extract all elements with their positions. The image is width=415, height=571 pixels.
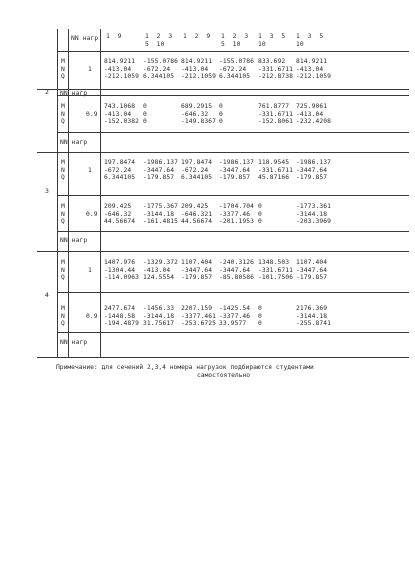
row-divider: [57, 95, 409, 96]
row-divider: [57, 332, 409, 333]
header-column-6: 1 3 5 10: [296, 33, 324, 48]
section-number: 3: [45, 187, 49, 195]
cell-values: -1425.54 -3377.46 33.9577: [219, 305, 251, 328]
cell-values: 725.9061 -413.04 -232.4208: [296, 103, 332, 126]
cell-values: -1704.704 -3377.46 -201.1953: [219, 203, 255, 226]
section-number: 2: [45, 88, 49, 96]
row-mnq-labels: M N Q: [61, 103, 65, 126]
cell-values: -155.0786 -672.24 6.344105: [219, 58, 255, 81]
row-coefficient: 1: [88, 167, 92, 174]
cell-values: 814.9211 -413.04 -212.1059: [104, 58, 140, 81]
cell-values: 0 0 0: [143, 103, 147, 126]
cell-values: 2207.159 -3377.461 -253.6725: [181, 305, 217, 328]
nn-load-label: NN нагр: [60, 237, 88, 244]
table-left-border: [57, 29, 58, 357]
cell-values: -1986.137 -3447.64 -179.857: [219, 159, 255, 182]
row-mnq-labels: M N Q: [61, 305, 65, 328]
cell-values: -1775.367 -3144.18 -161.4815: [143, 203, 179, 226]
row-divider: [57, 231, 409, 232]
row-divider: [57, 132, 409, 133]
cell-values: 118.9545 -331.6711 45.87166: [258, 159, 294, 182]
cell-values: -1773.361 -3144.18 -203.3969: [296, 203, 332, 226]
cell-values: -1456.33 -3144.18 31.75617: [143, 305, 175, 328]
cell-values: -1986.137 -3447.64 -179.857: [296, 159, 332, 182]
cell-values: 2477.674 -1448.58 -194.4879: [104, 305, 140, 328]
footnote-line-2: самостоятельно: [197, 372, 251, 379]
cell-values: 743.1068 -413.04 -152.0382: [104, 103, 140, 126]
row-coefficient: 1: [88, 66, 92, 73]
row-divider: [37, 89, 409, 90]
table-nn-column-border: [68, 29, 69, 357]
cell-values: 197.8474 -672.24 6.344105: [181, 159, 213, 182]
row-coefficient: 0.9: [86, 211, 98, 218]
header-column-3: 1 2 9: [183, 33, 211, 40]
nn-load-label: NN нагр: [60, 90, 88, 97]
cell-values: -240.3126 -3447.64 -85.80586: [219, 259, 255, 282]
cell-values: 0 0 0: [258, 305, 262, 328]
row-divider: [57, 195, 409, 196]
cell-values: 814.9211 -413.04 -212.1059: [296, 58, 332, 81]
cell-values: 814.9211 -413.04 -212.1059: [181, 58, 217, 81]
header-column-2: 1 2 3 5 10: [145, 33, 173, 48]
table-bottom-border: [37, 357, 409, 358]
row-mnq-labels: M N Q: [61, 159, 65, 182]
cell-values: 209.425 -646.321 44.56674: [181, 203, 213, 226]
cell-values: 1107.404 -3447.64 -179.857: [296, 259, 328, 282]
table-k-column-border: [100, 29, 101, 357]
cell-values: -1986.137 -3447.64 -179.857: [143, 159, 179, 182]
row-divider: [57, 292, 409, 293]
cell-values: 1107.404 -3447.64 -179.857: [181, 259, 213, 282]
cell-values: -155.0786 -672.24 6.344105: [143, 58, 179, 81]
row-coefficient: 0.9: [86, 313, 98, 320]
header-column-5: 1 3 5 10: [258, 33, 286, 48]
cell-values: 689.2915 -646.32 -149.8367: [181, 103, 217, 126]
cell-values: 197.8474 -672.24 6.344105: [104, 159, 136, 182]
footnote-line-1: Примечание: для сечений 2,3,4 номера нагрузок подбираются студентами: [56, 364, 314, 371]
cell-values: 1348.503 -331.6711 -101.7506: [258, 259, 294, 282]
row-coefficient: 1: [88, 267, 92, 274]
cell-values: 0 0 0: [219, 103, 223, 126]
row-divider: [37, 152, 409, 153]
row-divider: [57, 51, 409, 52]
cell-values: 2176.369 -3144.18 -255.8741: [296, 305, 332, 328]
row-mnq-labels: M N Q: [61, 58, 65, 81]
cell-values: 761.8777 -331.6711 -152.8061: [258, 103, 294, 126]
cell-values: 0 0 0: [258, 203, 262, 226]
section-number: 4: [45, 291, 49, 299]
nn-load-label: NN нагр: [60, 139, 88, 146]
header-column-1: 1 9: [106, 33, 122, 40]
cell-values: 833.692 -331.6711 -212.8738: [258, 58, 294, 81]
cell-values: 1407.976 -1304.44 -114.0963: [104, 259, 140, 282]
nn-load-label: NN нагр: [60, 339, 88, 346]
header-nn-label: NN нагр: [71, 35, 99, 42]
cell-values: -1329.372 -413.04 124.5554: [143, 259, 179, 282]
row-mnq-labels: M N Q: [61, 203, 65, 226]
header-column-4: 1 2 3 5 10: [221, 33, 249, 48]
row-divider: [37, 251, 409, 252]
row-mnq-labels: M N Q: [61, 259, 65, 282]
row-coefficient: 0.9: [86, 111, 98, 118]
cell-values: 209.425 -646.32 44.56674: [104, 203, 136, 226]
